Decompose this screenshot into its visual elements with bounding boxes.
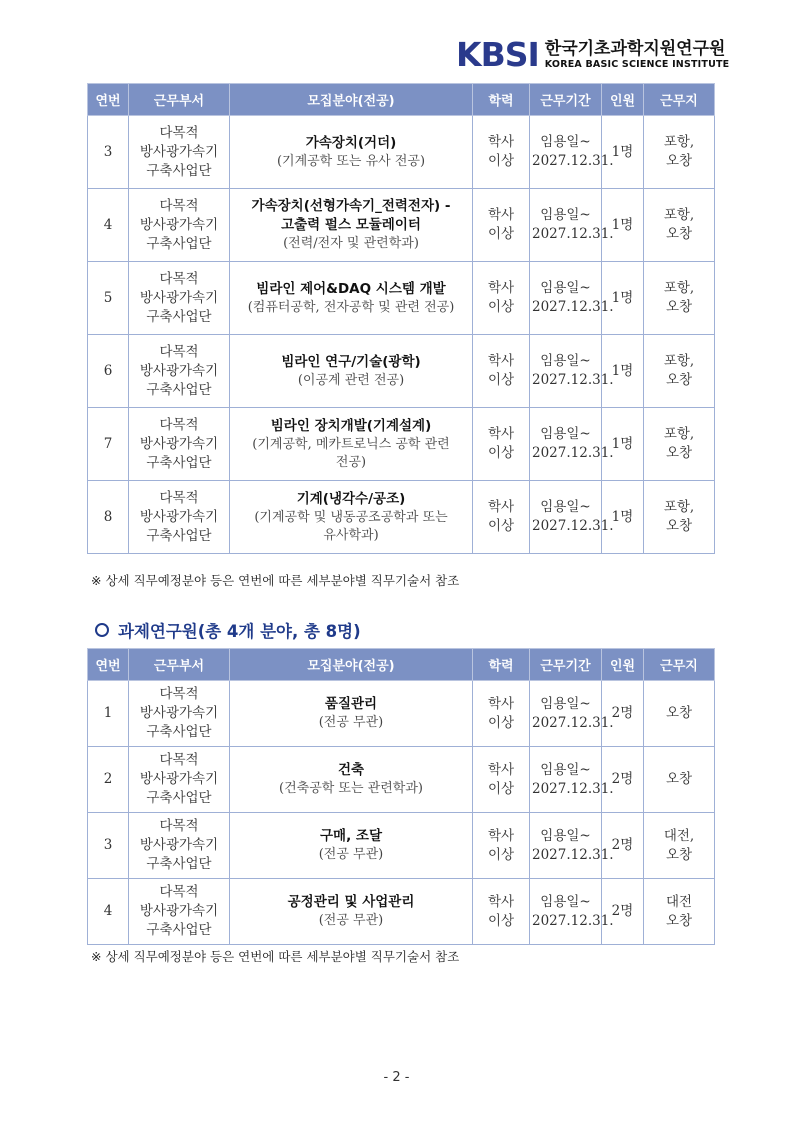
headcount-cell: 1명 bbox=[602, 189, 644, 262]
location-line: 오창 bbox=[665, 518, 693, 534]
department-line: 구축사업단 bbox=[146, 162, 212, 179]
header-number: 연번 bbox=[88, 84, 129, 116]
table1-footnote: ※ 상세 직무예정분야 등은 연번에 따른 세부분야별 직무기술서 참조 bbox=[91, 573, 460, 588]
kbsi-logo bbox=[456, 35, 730, 74]
row-number: 5 bbox=[88, 262, 129, 335]
period-cell bbox=[530, 681, 614, 747]
period-cell bbox=[530, 335, 614, 408]
row-number: 4 bbox=[88, 879, 129, 945]
location-line: 포항, bbox=[663, 134, 695, 150]
field-cell bbox=[230, 262, 473, 335]
location-line: 오창 bbox=[665, 771, 693, 787]
education-line: 이상 bbox=[487, 518, 515, 534]
row-number: 6 bbox=[88, 335, 129, 408]
education-line: 이상 bbox=[487, 445, 515, 461]
period-line: 임용일~ bbox=[540, 827, 591, 844]
education-line: 이상 bbox=[487, 714, 515, 731]
field-major: (컴퓨터공학, 전자공학 및 관련 전공) bbox=[247, 299, 455, 315]
page-number: - 2 - bbox=[383, 1070, 410, 1085]
period-line: 임용일~ bbox=[540, 761, 591, 778]
logo-name-korean: 한국기초과학지원연구원 bbox=[544, 38, 726, 59]
row-number: 3 bbox=[88, 116, 129, 189]
education-line: 학사 bbox=[487, 207, 515, 223]
department-line: 다목적 bbox=[159, 124, 199, 141]
location-cell bbox=[644, 262, 715, 335]
row-number: 4 bbox=[88, 189, 129, 262]
department-line: 구축사업단 bbox=[146, 308, 212, 325]
field-cell bbox=[230, 879, 473, 945]
table-row bbox=[88, 262, 715, 335]
department-line: 방사광가속기 bbox=[139, 362, 219, 379]
location-cell bbox=[644, 879, 715, 945]
department-line: 다목적 bbox=[159, 343, 199, 360]
education-line: 이상 bbox=[487, 299, 515, 315]
header-period: 근무기간 bbox=[530, 649, 602, 681]
location-line: 오창 bbox=[665, 912, 693, 929]
field-title: 가속장치(선형가속기_전력전자) - bbox=[251, 198, 451, 214]
education-line: 학사 bbox=[487, 695, 515, 712]
project-researcher-table bbox=[87, 648, 715, 945]
row-number: 7 bbox=[88, 408, 129, 481]
field-major: 유사학과) bbox=[323, 527, 379, 543]
location-line: 포항, bbox=[663, 280, 695, 296]
education-line: 학사 bbox=[487, 280, 515, 296]
education-line: 학사 bbox=[487, 761, 515, 778]
department-line: 다목적 bbox=[159, 197, 199, 214]
department-line: 다목적 bbox=[159, 752, 199, 768]
field-major: (전공 무관) bbox=[318, 715, 384, 730]
education-cell bbox=[473, 408, 530, 481]
field-cell bbox=[230, 189, 473, 262]
period-cell bbox=[530, 262, 614, 335]
row-number: 1 bbox=[88, 681, 129, 747]
headcount-cell: 2명 bbox=[602, 813, 644, 879]
department-line: 방사광가속기 bbox=[139, 837, 219, 853]
department-cell bbox=[129, 408, 230, 481]
field-cell bbox=[230, 813, 473, 879]
location-line: 대전 bbox=[665, 893, 693, 910]
headcount-cell: 2명 bbox=[602, 681, 644, 747]
header-number: 연번 bbox=[88, 649, 129, 681]
period-line: 2027.12.31. bbox=[532, 912, 614, 929]
logo-mark: KBSI bbox=[456, 35, 539, 74]
location-cell bbox=[644, 481, 715, 554]
location-cell bbox=[644, 747, 715, 813]
field-title: 빔라인 장치개발(기계설계) bbox=[270, 417, 432, 434]
period-line: 2027.12.31. bbox=[532, 226, 614, 242]
education-cell bbox=[473, 116, 530, 189]
education-line: 이상 bbox=[487, 153, 515, 169]
location-line: 오창 bbox=[665, 153, 693, 169]
department-line: 방사광가속기 bbox=[139, 771, 219, 787]
field-major: (전력/전자 및 관련학과) bbox=[283, 236, 419, 251]
department-line: 방사광가속기 bbox=[139, 705, 219, 721]
field-cell bbox=[230, 116, 473, 189]
department-line: 방사광가속기 bbox=[139, 903, 219, 919]
table-row bbox=[88, 116, 715, 189]
location-cell bbox=[644, 335, 715, 408]
department-cell bbox=[129, 813, 230, 879]
table-header-row bbox=[88, 84, 715, 116]
field-major: 전공) bbox=[335, 454, 367, 470]
location-cell bbox=[644, 813, 715, 879]
headcount-cell: 1명 bbox=[602, 408, 644, 481]
education-cell bbox=[473, 335, 530, 408]
section-title-text: 과제연구원(총 4개 분야, 총 8명) bbox=[118, 622, 361, 641]
table-row bbox=[88, 813, 715, 879]
location-line: 포항, bbox=[663, 499, 695, 515]
period-line: 2027.12.31. bbox=[532, 445, 614, 461]
header-education: 학력 bbox=[473, 84, 530, 116]
department-line: 구축사업단 bbox=[146, 235, 212, 252]
period-line: 2027.12.31. bbox=[532, 299, 614, 315]
department-line: 구축사업단 bbox=[146, 790, 212, 806]
period-line: 임용일~ bbox=[540, 280, 591, 296]
table-row bbox=[88, 879, 715, 945]
field-major: (기계공학 또는 유사 전공) bbox=[276, 153, 426, 169]
period-line: 임용일~ bbox=[540, 499, 591, 515]
logo-name-english: KOREA BASIC SCIENCE INSTITUTE bbox=[544, 58, 730, 70]
period-cell bbox=[530, 481, 614, 554]
location-line: 대전, bbox=[663, 827, 695, 844]
education-line: 이상 bbox=[487, 226, 515, 242]
field-cell bbox=[230, 335, 473, 408]
header-headcount: 인원 bbox=[602, 84, 644, 116]
location-line: 오창 bbox=[665, 372, 693, 388]
location-cell bbox=[644, 681, 715, 747]
location-line: 포항, bbox=[663, 426, 695, 442]
period-line: 임용일~ bbox=[540, 695, 591, 712]
field-title: 빔라인 연구/기술(광학) bbox=[281, 353, 421, 370]
department-cell bbox=[129, 879, 230, 945]
department-line: 구축사업단 bbox=[146, 527, 212, 544]
period-cell bbox=[530, 813, 614, 879]
department-line: 다목적 bbox=[159, 416, 199, 433]
field-major: (기계공학, 메카트로닉스 공학 관련 bbox=[252, 436, 450, 452]
research-positions-table bbox=[87, 83, 715, 554]
period-cell bbox=[530, 189, 614, 262]
table-row bbox=[88, 189, 715, 262]
field-major: (전공 무관) bbox=[318, 913, 384, 928]
location-line: 오창 bbox=[665, 226, 693, 242]
period-cell bbox=[530, 116, 614, 189]
table-row bbox=[88, 335, 715, 408]
field-major: (전공 무관) bbox=[318, 847, 384, 862]
department-cell bbox=[129, 116, 230, 189]
education-line: 학사 bbox=[487, 134, 515, 150]
field-cell bbox=[230, 408, 473, 481]
location-line: 오창 bbox=[665, 705, 693, 721]
period-cell bbox=[530, 879, 614, 945]
department-line: 구축사업단 bbox=[146, 381, 212, 398]
logo-text bbox=[545, 39, 730, 71]
education-cell bbox=[473, 747, 530, 813]
department-line: 다목적 bbox=[159, 489, 199, 506]
row-number: 3 bbox=[88, 813, 129, 879]
header-department: 근무부서 bbox=[129, 649, 230, 681]
field-title: 공정관리 및 사업관리 bbox=[287, 894, 415, 910]
education-line: 이상 bbox=[487, 780, 515, 797]
department-line: 구축사업단 bbox=[146, 454, 212, 471]
period-line: 임용일~ bbox=[540, 134, 591, 150]
department-line: 방사광가속기 bbox=[139, 435, 219, 452]
education-line: 이상 bbox=[487, 846, 515, 863]
table-row bbox=[88, 681, 715, 747]
department-cell bbox=[129, 747, 230, 813]
field-major: (건축공학 또는 관련학과) bbox=[279, 781, 423, 796]
period-line: 임용일~ bbox=[540, 893, 591, 910]
location-line: 오창 bbox=[665, 846, 693, 863]
field-title: 품질관리 bbox=[324, 696, 378, 712]
field-title: 빔라인 제어&DAQ 시스템 개발 bbox=[256, 280, 446, 297]
header-education: 학력 bbox=[473, 649, 530, 681]
period-line: 2027.12.31. bbox=[532, 518, 614, 534]
field-title: 고출력 펄스 모듈레이터 bbox=[281, 217, 421, 233]
department-line: 다목적 bbox=[159, 884, 199, 900]
header-period: 근무기간 bbox=[530, 84, 602, 116]
location-line: 포항, bbox=[663, 353, 695, 369]
education-line: 학사 bbox=[487, 426, 515, 442]
headcount-cell: 2명 bbox=[602, 879, 644, 945]
education-line: 학사 bbox=[487, 827, 515, 844]
field-cell bbox=[230, 481, 473, 554]
row-number: 8 bbox=[88, 481, 129, 554]
department-line: 구축사업단 bbox=[146, 856, 212, 872]
department-line: 방사광가속기 bbox=[139, 508, 219, 525]
circle-bullet-icon bbox=[95, 623, 109, 637]
period-line: 2027.12.31. bbox=[532, 846, 614, 863]
department-line: 구축사업단 bbox=[146, 724, 212, 740]
period-line: 2027.12.31. bbox=[532, 714, 614, 731]
headcount-cell: 1명 bbox=[602, 262, 644, 335]
education-line: 학사 bbox=[487, 893, 515, 910]
location-cell bbox=[644, 189, 715, 262]
department-line: 다목적 bbox=[159, 270, 199, 287]
headcount-cell: 1명 bbox=[602, 116, 644, 189]
headcount-cell: 1명 bbox=[602, 335, 644, 408]
department-line: 다목적 bbox=[159, 818, 199, 834]
period-line: 2027.12.31. bbox=[532, 780, 614, 797]
period-cell bbox=[530, 747, 614, 813]
education-line: 이상 bbox=[487, 372, 515, 388]
header-location: 근무지 bbox=[644, 649, 715, 681]
education-cell bbox=[473, 813, 530, 879]
education-cell bbox=[473, 481, 530, 554]
education-line: 학사 bbox=[487, 499, 515, 515]
table2-footnote: ※ 상세 직무예정분야 등은 연번에 따른 세부분야별 직무기술서 참조 bbox=[91, 949, 460, 964]
period-cell bbox=[530, 408, 614, 481]
location-line: 오창 bbox=[665, 445, 693, 461]
row-number: 2 bbox=[88, 747, 129, 813]
field-title: 기계(냉각수/공조) bbox=[296, 490, 406, 507]
education-cell bbox=[473, 262, 530, 335]
field-title: 건축 bbox=[337, 762, 365, 778]
field-major: (이공계 관련 전공) bbox=[297, 372, 405, 388]
department-line: 방사광가속기 bbox=[139, 216, 219, 233]
header-field: 모집분야(전공) bbox=[230, 649, 473, 681]
section-title bbox=[95, 618, 361, 642]
location-line: 오창 bbox=[665, 299, 693, 315]
department-line: 다목적 bbox=[159, 686, 199, 702]
period-line: 2027.12.31. bbox=[532, 372, 614, 388]
department-cell bbox=[129, 481, 230, 554]
department-cell bbox=[129, 189, 230, 262]
header-location: 근무지 bbox=[644, 84, 715, 116]
table-header-row bbox=[88, 649, 715, 681]
period-line: 임용일~ bbox=[540, 207, 591, 223]
department-line: 구축사업단 bbox=[146, 922, 212, 938]
table-row bbox=[88, 408, 715, 481]
field-major: (기계공학 및 냉동공조공학과 또는 bbox=[254, 509, 448, 525]
department-cell bbox=[129, 262, 230, 335]
department-cell bbox=[129, 681, 230, 747]
education-cell bbox=[473, 879, 530, 945]
location-cell bbox=[644, 408, 715, 481]
education-cell bbox=[473, 189, 530, 262]
period-line: 임용일~ bbox=[540, 353, 591, 369]
header-department: 근무부서 bbox=[129, 84, 230, 116]
headcount-cell: 1명 bbox=[602, 481, 644, 554]
headcount-cell: 2명 bbox=[602, 747, 644, 813]
department-line: 방사광가속기 bbox=[139, 289, 219, 306]
period-line: 2027.12.31. bbox=[532, 153, 614, 169]
period-line: 임용일~ bbox=[540, 426, 591, 442]
department-line: 방사광가속기 bbox=[139, 143, 219, 160]
table-row bbox=[88, 481, 715, 554]
education-cell bbox=[473, 681, 530, 747]
field-cell bbox=[230, 681, 473, 747]
location-line: 포항, bbox=[663, 207, 695, 223]
table-row bbox=[88, 747, 715, 813]
field-cell bbox=[230, 747, 473, 813]
department-cell bbox=[129, 335, 230, 408]
field-title: 구매, 조달 bbox=[320, 828, 382, 844]
location-cell bbox=[644, 116, 715, 189]
field-title: 가속장치(거더) bbox=[305, 134, 397, 151]
header-field: 모집분야(전공) bbox=[230, 84, 473, 116]
header-headcount: 인원 bbox=[602, 649, 644, 681]
education-line: 이상 bbox=[487, 912, 515, 929]
education-line: 학사 bbox=[487, 353, 515, 369]
